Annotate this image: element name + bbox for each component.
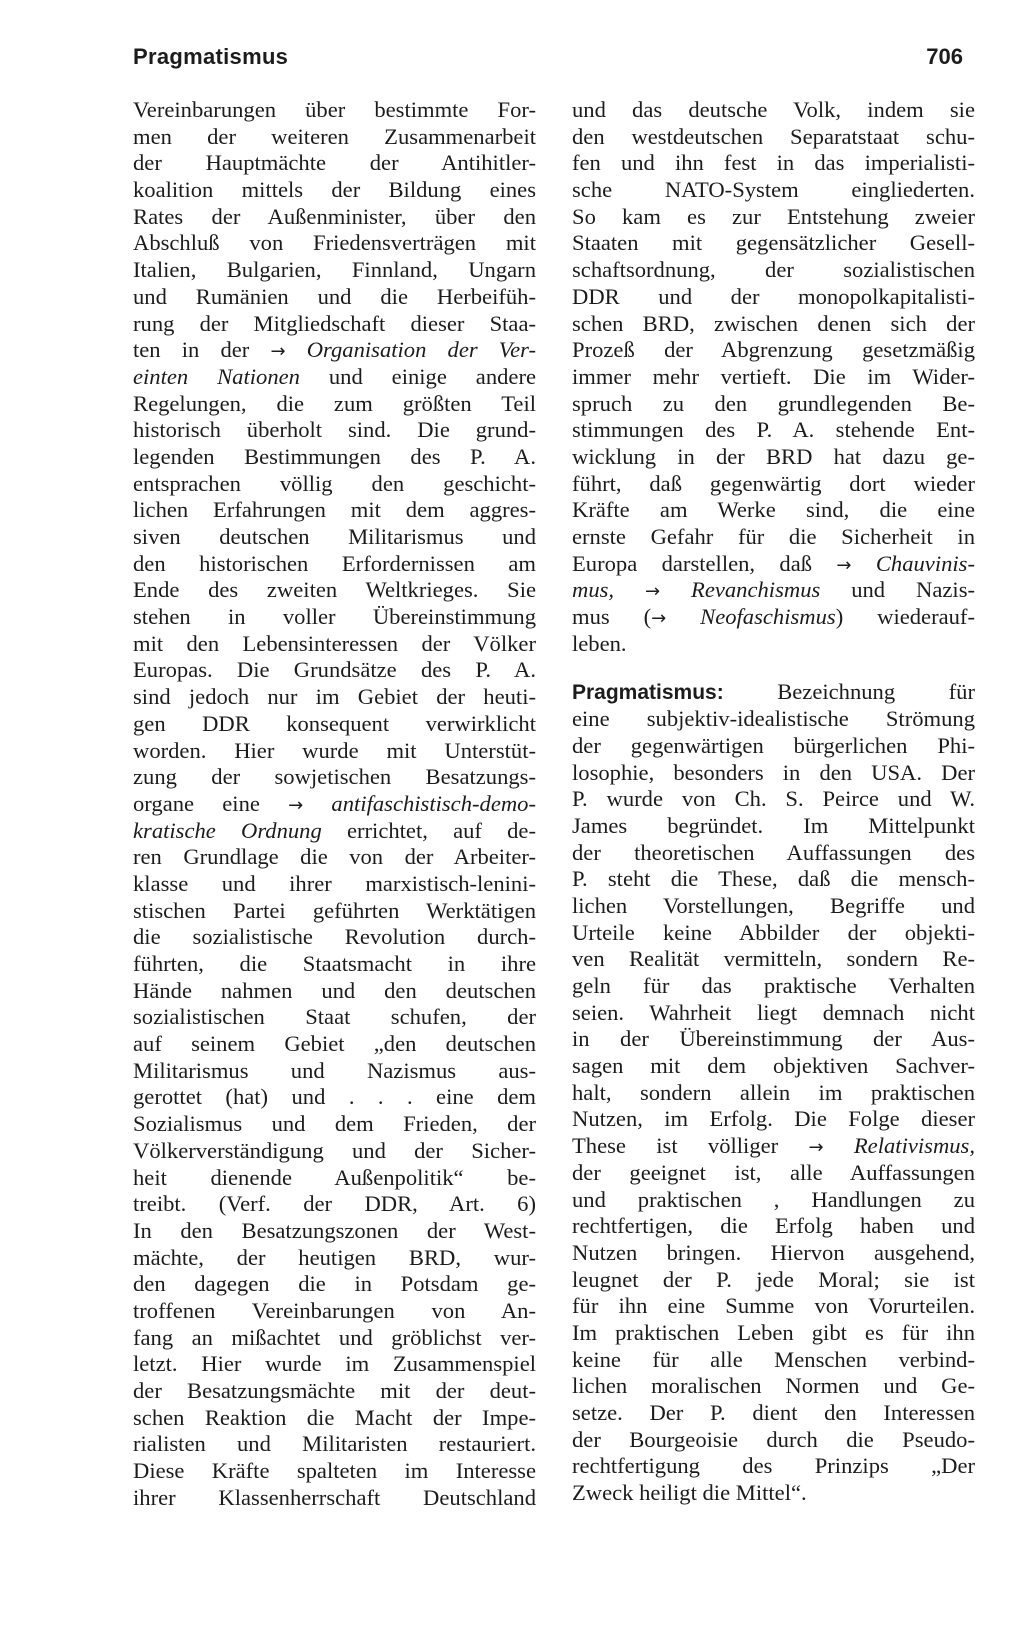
text-line	[572, 1320, 975, 1347]
line-text: Vereinbarungen über bestimmte For-	[133, 97, 536, 122]
line-text: Nutzen, im Erfolg. Die Folge dieser	[572, 1106, 975, 1132]
line-text: lichen moralischen Normen und Ge-	[572, 1373, 975, 1399]
line-text: stimmungen des P. A. stehende Ent-	[572, 417, 975, 443]
line-text: mit den Lebensinteressen der Völker	[133, 630, 536, 656]
text-line	[572, 733, 975, 760]
dictionary-entry-pragmatismus	[572, 679, 975, 1506]
text-line	[572, 1293, 975, 1320]
cross-reference-term: Revanchismus	[660, 577, 821, 603]
text-line	[133, 577, 536, 604]
line-text: troffenen Vereinbarungen von An-	[133, 1297, 536, 1323]
text-line	[572, 471, 975, 498]
text-line	[133, 1405, 536, 1432]
text-line	[572, 204, 975, 231]
text-line	[572, 284, 975, 311]
line-text: führten, die Staatsmacht in ihre	[133, 951, 536, 976]
line-text: seien. Wahrheit liegt demnach nicht	[572, 999, 975, 1025]
line-text: gen DDR konsequent verwirklicht	[133, 710, 536, 736]
line-text: der gegenwärtigen bürgerlichen Phi-	[572, 732, 975, 758]
cross-reference-arrow-icon: →	[808, 1137, 824, 1159]
right-column	[572, 97, 975, 1507]
line-text: Rates der Außenminister, über den	[133, 203, 536, 229]
line-text: Kräfte am Werke sind, die eine	[572, 497, 975, 523]
line-text: ven Realität vermitteln, sondern Re-	[572, 946, 975, 972]
text-line	[572, 786, 975, 813]
line-text: in der Übereinstimmung der Aus-	[572, 1026, 975, 1052]
text-line	[133, 364, 536, 391]
line-text: In den Besatzungszonen der West-	[133, 1217, 536, 1243]
text-line	[133, 124, 536, 151]
text-line	[133, 738, 536, 765]
text-line	[133, 764, 536, 791]
line-text: ) wiederauf-	[835, 604, 975, 630]
line-text: These ist völliger	[572, 1133, 809, 1159]
line-text: für ihn eine Summe von Vorurteilen.	[572, 1293, 975, 1319]
text-line	[572, 1053, 975, 1080]
text-line	[572, 1347, 975, 1374]
line-text: ten in der	[133, 337, 271, 363]
text-line	[133, 604, 536, 631]
line-text: mächte, der heutigen BRD, wur-	[133, 1244, 536, 1270]
text-line	[572, 444, 975, 471]
text-line	[133, 1458, 536, 1485]
line-text: entsprachen völlig den geschicht-	[133, 470, 536, 496]
line-text: lichen Erfahrungen mit dem aggres-	[133, 497, 536, 523]
text-line	[133, 898, 536, 925]
text-line	[572, 1213, 975, 1240]
left-column	[133, 97, 536, 1511]
cross-reference-arrow-icon: →	[651, 608, 667, 630]
text-line	[572, 866, 975, 893]
text-line	[133, 257, 536, 284]
text-line	[133, 1111, 536, 1138]
text-line	[133, 444, 536, 471]
text-line	[133, 1138, 536, 1165]
text-line	[133, 97, 536, 124]
text-line	[572, 337, 975, 364]
cross-reference-arrow-icon: →	[288, 794, 304, 816]
text-line	[133, 150, 536, 177]
line-text: den westdeutschen Separatstaat schu-	[572, 123, 975, 149]
line-text: Ende des zweiten Weltkrieges. Sie	[133, 577, 536, 603]
text-line	[133, 951, 536, 978]
text-line	[133, 1004, 536, 1031]
text-line	[572, 1240, 975, 1267]
text-line	[133, 230, 536, 257]
line-text: sche NATO-System eingliederten.	[572, 177, 975, 203]
cross-reference-term: Neofaschismus	[666, 604, 836, 630]
text-line	[572, 1160, 975, 1187]
text-line	[133, 1031, 536, 1058]
line-text: schen Reaktion die Macht der Impe-	[133, 1404, 536, 1430]
text-line	[133, 1325, 536, 1352]
text-line	[133, 1058, 536, 1085]
cross-reference-term: Relativismus,	[823, 1133, 975, 1159]
page-number: 706	[926, 44, 963, 69]
continuation-text	[572, 97, 975, 657]
line-text: und Rumänien und die Herbeifüh-	[133, 283, 536, 309]
line-text: Im praktischen Leben gibt es für ihn	[572, 1319, 975, 1345]
text-line	[133, 978, 536, 1005]
line-text: den dagegen die in Potsdam ge-	[133, 1271, 536, 1297]
text-line	[133, 417, 536, 444]
line-text: Europas. Die Grundsätze des P. A.	[133, 657, 536, 683]
line-text: wicklung in der BRD hat dazu ge-	[572, 443, 975, 469]
running-head: Pragmatismus	[133, 44, 289, 69]
text-line	[572, 364, 975, 391]
text-line	[133, 391, 536, 418]
line-text: sind jedoch nur im Gebiet der heuti-	[133, 684, 536, 710]
text-line	[572, 973, 975, 1000]
text-line	[133, 1218, 536, 1245]
line-text: errichtet, auf de-	[321, 817, 536, 843]
line-text: Nutzen bringen. Hiervon ausgehend,	[572, 1239, 975, 1265]
text-line	[133, 1378, 536, 1405]
line-text: die sozialistische Revolution durch-	[133, 924, 536, 950]
line-text: James begründet. Im Mittelpunkt	[572, 812, 975, 838]
line-text: letzt. Hier wurde im Zusammenspiel	[133, 1351, 536, 1377]
text-line	[572, 97, 975, 124]
line-text: rialisten und Militaristen restauriert.	[133, 1431, 536, 1457]
line-text: ernste Gefahr für die Sicherheit in	[572, 524, 975, 549]
text-line	[572, 1000, 975, 1027]
text-line	[133, 1485, 536, 1512]
line-text: schaftsordnung, der sozialistischen	[572, 257, 975, 283]
text-line	[572, 1427, 975, 1454]
line-text: auf seinem Gebiet „den deutschen	[133, 1031, 536, 1057]
text-line	[572, 1106, 975, 1133]
text-line	[572, 1453, 975, 1480]
text-line	[572, 524, 975, 551]
cross-reference-term: mus,	[572, 577, 645, 603]
text-line	[133, 284, 536, 311]
line-text: organe eine	[133, 790, 289, 816]
text-line	[572, 417, 975, 444]
line-text: schen BRD, zwischen denen sich der	[572, 310, 975, 336]
line-text: und einige andere	[299, 363, 536, 389]
line-text: eine subjektiv-idealistische Strömung	[572, 706, 975, 732]
text-line	[133, 177, 536, 204]
line-text: spruch zu den grundlegenden Be-	[572, 390, 975, 416]
text-line	[572, 631, 975, 658]
text-line	[572, 1080, 975, 1107]
line-text: legenden Bestimmungen des P. A.	[133, 443, 536, 469]
text-line	[133, 1245, 536, 1272]
line-text: So kam es zur Entstehung zweier	[572, 203, 975, 229]
text-line	[133, 711, 536, 738]
text-line	[133, 1271, 536, 1298]
text-line	[133, 551, 536, 578]
line-text: siven deutschen Militarismus und	[133, 524, 536, 549]
text-line	[133, 337, 536, 364]
line-text: stischen Partei geführten Werktätigen	[133, 897, 536, 923]
text-line	[572, 1373, 975, 1400]
text-line	[572, 177, 975, 204]
text-line	[572, 706, 975, 733]
text-line	[572, 1187, 975, 1214]
text-line	[572, 257, 975, 284]
cross-reference-arrow-icon: →	[270, 341, 286, 363]
text-line	[572, 1133, 975, 1160]
line-text: Zweck heiligt die Mittel“.	[572, 1480, 807, 1506]
text-line	[572, 230, 975, 257]
line-text: der Bourgeoisie durch die Pseudo-	[572, 1426, 975, 1452]
cross-reference-term: kratische Ordnung	[133, 817, 322, 843]
text-line	[133, 1351, 536, 1378]
line-text: leben.	[572, 630, 627, 656]
text-line	[133, 497, 536, 524]
text-line	[133, 791, 536, 818]
text-line	[572, 840, 975, 867]
text-line	[572, 760, 975, 787]
cross-reference-arrow-icon: →	[645, 581, 661, 603]
line-text: Völkerverständigung und der Sicher-	[133, 1137, 536, 1163]
text-line	[572, 150, 975, 177]
line-text: setze. Der P. dient den Interessen	[572, 1400, 975, 1425]
line-text: Hände nahmen und den deutschen	[133, 977, 536, 1003]
text-line	[133, 524, 536, 551]
line-text: treibt. (Verf. der DDR, Art. 6)	[133, 1191, 536, 1217]
text-line	[133, 844, 536, 871]
text-line	[133, 818, 536, 845]
line-text: sagen mit dem objektiven Sachver-	[572, 1053, 975, 1079]
line-text: der theoretischen Auffassungen des	[572, 839, 975, 865]
line-text: ren Grundlage die von der Arbeiter-	[133, 844, 536, 870]
text-line	[133, 657, 536, 684]
text-line	[572, 813, 975, 840]
line-text: Militarismus und Nazismus aus-	[133, 1057, 536, 1083]
text-line	[572, 893, 975, 920]
line-text: Sozialismus und dem Frieden, der	[133, 1111, 536, 1137]
line-text: koalition mittels der Bildung eines	[133, 177, 536, 203]
line-text: fang an mißachtet und gröblichst ver-	[133, 1324, 536, 1350]
cross-reference-arrow-icon: →	[836, 554, 852, 576]
line-text: zung der sowjetischen Besatzungs-	[133, 764, 536, 790]
text-line	[133, 924, 536, 951]
text-line	[572, 1400, 975, 1427]
line-text: mus (	[572, 604, 652, 630]
text-line	[133, 471, 536, 498]
entry-gap	[572, 657, 975, 679]
line-text: DDR und der monopolkapitalisti-	[572, 283, 975, 309]
text-line	[572, 311, 975, 338]
text-line	[572, 551, 975, 578]
cross-reference-term: antifaschistisch-demo-	[303, 790, 536, 816]
line-text: führt, daß gegenwärtig dort wieder	[572, 470, 975, 496]
line-text: Diese Kräfte spalteten im Interesse	[133, 1458, 536, 1484]
text-line	[133, 871, 536, 898]
line-text: halt, sondern allein im praktischen	[572, 1079, 975, 1105]
line-text: P. wurde von Ch. S. Peirce und W.	[572, 786, 975, 812]
line-text: P. steht die These, daß die mensch-	[572, 866, 975, 892]
line-text: und Nazis-	[820, 577, 976, 603]
text-line	[133, 311, 536, 338]
line-text: worden. Hier wurde mit Unterstüt-	[133, 737, 536, 763]
line-text: geln für das praktische Verhalten	[572, 973, 975, 998]
cross-reference-term: einten Nationen	[133, 363, 300, 389]
line-text: leugnet der P. jede Moral; sie ist	[572, 1266, 975, 1292]
line-text: sozialistischen Staat schufen, der	[133, 1004, 536, 1030]
line-text: der geeignet ist, alle Auffassungen	[572, 1159, 975, 1185]
line-text: immer mehr vertieft. Die im Wider-	[572, 363, 975, 389]
text-line	[133, 1431, 536, 1458]
line-text: Europa darstellen, daß	[572, 550, 837, 576]
text-line	[572, 920, 975, 947]
line-text: klasse und ihrer marxistisch-lenini-	[133, 870, 536, 896]
line-text: und praktischen , Handlungen zu	[572, 1186, 975, 1212]
cross-reference-term: Organisation der Ver-	[285, 337, 536, 363]
line-text: Abschluß von Friedensverträgen mit	[133, 230, 536, 256]
text-line	[572, 124, 975, 151]
line-text: fen und ihn fest in das imperialisti-	[572, 150, 975, 176]
line-text: Italien, Bulgarien, Finnland, Ungarn	[133, 257, 536, 283]
line-text: Bezeichnung für	[723, 679, 975, 705]
text-line	[572, 679, 975, 706]
line-text: der Hauptmächte der Antihitler-	[133, 150, 536, 176]
line-text: rechtfertigen, die Erfolg haben und	[572, 1213, 975, 1239]
text-line	[572, 391, 975, 418]
line-text: keine für alle Menschen verbind-	[572, 1346, 975, 1372]
text-line	[572, 577, 975, 604]
text-line	[572, 946, 975, 973]
line-text: losophie, besonders in den USA. Der	[572, 759, 975, 785]
text-line	[133, 1191, 536, 1218]
line-text: den historischen Erfordernissen am	[133, 550, 536, 576]
text-line	[572, 1480, 975, 1507]
line-text: men der weiteren Zusammenarbeit	[133, 123, 536, 149]
line-text: der Besatzungsmächte mit der deut-	[133, 1378, 536, 1403]
line-text: Staaten mit gegensätzlicher Gesell-	[572, 230, 975, 256]
text-line	[572, 497, 975, 524]
line-text: historisch überholt sind. Die grund-	[133, 417, 536, 443]
line-text: rechtfertigung des Prinzips „Der	[572, 1453, 975, 1479]
line-text: Urteile keine Abbilder der objekti-	[572, 919, 975, 945]
line-text: ihrer Klassenherrschaft Deutschland	[133, 1484, 536, 1510]
text-line	[133, 631, 536, 658]
text-line	[572, 604, 975, 631]
line-text: stehen in voller Übereinstimmung	[133, 604, 536, 630]
line-text: und das deutsche Volk, indem sie	[572, 97, 975, 122]
text-line	[133, 1298, 536, 1325]
line-text: Prozeß der Abgrenzung gesetzmäßig	[572, 337, 975, 363]
line-text: heit dienende Außenpolitik“ be-	[133, 1164, 536, 1190]
text-line	[572, 1026, 975, 1053]
line-text: rung der Mitgliedschaft dieser Staa-	[133, 310, 536, 336]
line-text: Regelungen, die zum größten Teil	[133, 390, 536, 416]
entry-headword: Pragmatismus:	[572, 681, 724, 705]
text-line	[133, 1165, 536, 1192]
line-text: gerottet (hat) und . . . eine dem	[133, 1084, 536, 1110]
text-line	[133, 684, 536, 711]
cross-reference-term: Chauvinis-	[851, 550, 975, 576]
text-line	[133, 1084, 536, 1111]
text-line	[572, 1267, 975, 1294]
text-line	[133, 204, 536, 231]
line-text: lichen Vorstellungen, Begriffe und	[572, 892, 975, 918]
